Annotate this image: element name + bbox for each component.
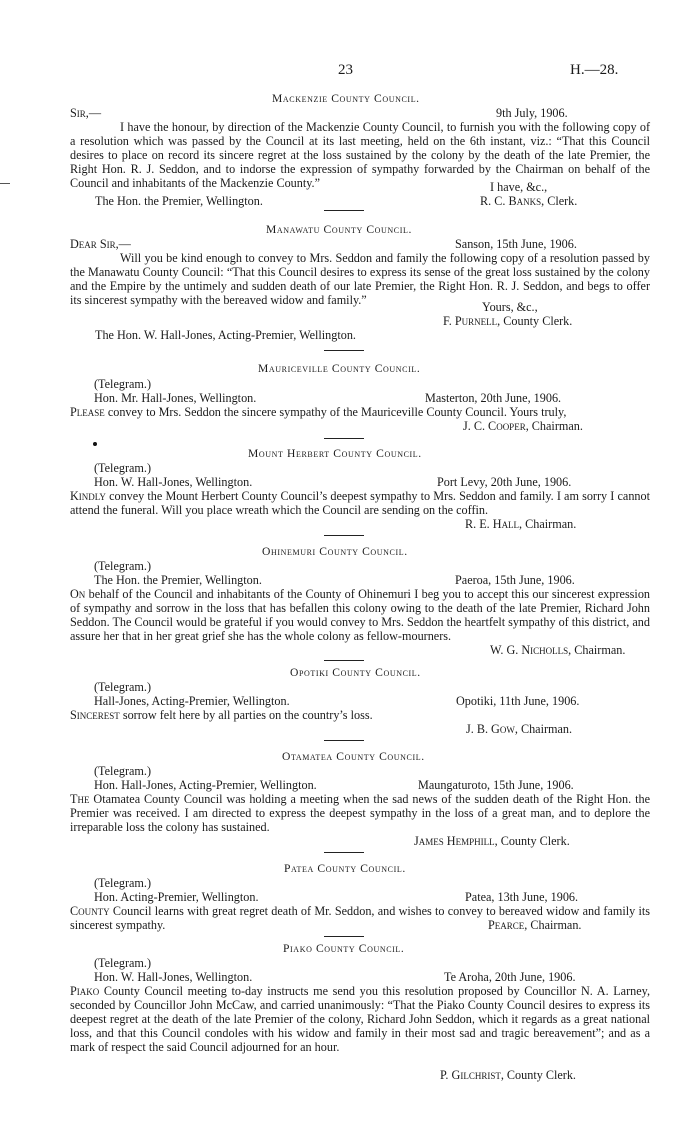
date-mauriceville: Masterton, 20th June, 1906. <box>425 391 562 405</box>
section-divider <box>324 438 364 439</box>
section-title-piako: Piako County Council. <box>283 942 405 955</box>
telegram-label: (Telegram.) <box>94 461 152 475</box>
body-mackenzie: I have the honour, by direction of the Mackenzie County Council, to furnish you with the following copy of a resolution which was passed by the Council at its last meeting, held on the 6th instant, viz.: “That this Council desires to place on record its sincere regret at the loss sustained by the colony by the death of the late Premier, the Right Hon. R. J. Seddon, and to indorse the expression of sympathy forwarded by the Chairman on behalf of the Council and inhabitants of the Mackenzie County.” <box>70 120 650 190</box>
report-reference: H.—28. <box>570 62 619 78</box>
date-ohinemuri: Paeroa, 15th June, 1906. <box>455 573 575 587</box>
section-title-mount-herbert: Mount Herbert County Council. <box>248 447 422 460</box>
body-mount-herbert <box>70 489 650 517</box>
date-manawatu: Sanson, 15th June, 1906. <box>455 237 577 251</box>
section-title-mackenzie: Mackenzie County Council. <box>272 92 420 105</box>
signature-mackenzie <box>480 194 577 208</box>
body-lead: County <box>70 904 110 918</box>
closing-manawatu: Yours, &c., <box>482 300 538 314</box>
addressee-mackenzie: The Hon. the Premier, Wellington. <box>95 194 263 208</box>
section-divider <box>324 660 364 661</box>
addressee-mount-herbert: Hon. W. Hall-Jones, Wellington. <box>94 475 253 489</box>
body-opotiki <box>70 708 373 722</box>
signature-title: Chairman. <box>525 517 577 531</box>
addressee-mauriceville: Hon. Mr. Hall-Jones, Wellington. <box>94 391 257 405</box>
signature-title: County Clerk. <box>506 1068 576 1082</box>
date-patea: Patea, 13th June, 1906. <box>465 890 579 904</box>
addressee-ohinemuri: The Hon. the Premier, Wellington. <box>94 573 262 587</box>
signature-mauriceville <box>463 419 583 433</box>
signature-title: Chairman. <box>520 722 573 736</box>
telegram-label: (Telegram.) <box>94 680 152 694</box>
body-lead: The <box>70 792 90 806</box>
signature-name: F. Purnell, <box>443 314 501 328</box>
signature-title: Chairman. <box>531 419 583 433</box>
signature-name: J. C. Cooper, <box>463 419 529 433</box>
section-title-patea: Patea County Council. <box>284 862 406 875</box>
signature-title: Clerk. <box>547 194 578 208</box>
addressee-otamatea: Hon. Hall-Jones, Acting-Premier, Wellington. <box>94 778 317 792</box>
telegram-label: (Telegram.) <box>94 559 152 573</box>
addressee-opotiki: Hall-Jones, Acting-Premier, Wellington. <box>94 694 290 708</box>
signature-piako <box>440 1068 576 1082</box>
margin-mark <box>0 183 10 184</box>
signature-title: Chairman. <box>574 643 626 657</box>
body-text: behalf of the Council and inhabitants of the County of Ohinemuri I beg you to accept this our sincerest expression of sympathy and sorrow in the loss that has befallen this colony owing to the death of the late Premier, Richard John Seddon. The Council would be grateful if you would convey to Mrs. Seddon the heartfelt sympathy of this district, and assure her that in her great grief she has the whole colony as fellow-mourners. <box>70 587 651 643</box>
signature-name: Pearce, <box>488 918 528 932</box>
section-title-opotiki: Opotiki County Council. <box>290 666 421 679</box>
signature-name: P. Gilchrist, <box>440 1068 504 1082</box>
signature-title: County Clerk. <box>500 834 570 848</box>
body-lead: Kindly <box>70 489 106 503</box>
body-ohinemuri <box>70 587 650 643</box>
addressee-patea: Hon. Acting-Premier, Wellington. <box>94 890 259 904</box>
section-title-ohinemuri: Ohinemuri County Council. <box>262 545 408 558</box>
date-opotiki: Opotiki, 11th June, 1906. <box>456 694 580 708</box>
signature-mount-herbert <box>465 517 576 531</box>
salutation-mackenzie: Sir,— <box>70 106 102 120</box>
body-manawatu: Will you be kind enough to convey to Mrs. Seddon and family the following copy of a resolution passed by the Manawatu County Council: “That this Council desires to express its sense of the great loss sustained by the colony and the Empire by the untimely and sudden death of our late Premier, the Right Hon. R. J. Seddon, and begs to offer its sincerest sympathy with the bereaved widow and family.” <box>70 251 650 307</box>
body-text: Otamatea County Council was holding a meeting when the sad news of the sudden death of the Right Hon. the Premier was received. I am directed to express the deepest sympathy in the loss of a great man, and to deplore the irreparable loss the colony has sustained. <box>70 792 650 834</box>
body-otamatea <box>70 792 650 834</box>
body-text: sorrow felt here by all parties on the country’s loss. <box>122 708 373 722</box>
date-mackenzie: 9th July, 1906. <box>496 106 568 120</box>
signature-ohinemuri <box>490 643 625 657</box>
signature-name: R. C. Banks, <box>480 194 545 208</box>
telegram-label: (Telegram.) <box>94 956 152 970</box>
signature-manawatu <box>443 314 572 328</box>
body-piako <box>70 984 650 1054</box>
section-divider <box>324 350 364 351</box>
closing-mackenzie: I have, &c., <box>490 180 548 194</box>
body-text: convey to Mrs. Seddon the sincere sympathy of the Mauriceville County Council. Yours truly, <box>107 405 567 419</box>
body-mauriceville <box>70 405 650 419</box>
salutation-manawatu: Dear Sir,— <box>70 237 131 251</box>
addressee-piako: Hon. W. Hall-Jones, Wellington. <box>94 970 253 984</box>
body-text: County Council meeting to-day instructs me send you this resolution proposed by Councillor N. A. Larney, seconded by Councillor John McCaw, and carried unanimously: “That the Piako County Council desires to express its deepest regret at the death of the late Premier of the colony, Richard John Seddon, which it regards as a great national loss, and that this Council condoles with his widow and family in their most sad and tragic bereavement”; and as a mark of respect the said Council adjourned for an hour. <box>70 984 651 1054</box>
body-lead: On <box>70 587 86 601</box>
date-piako: Te Aroha, 20th June, 1906. <box>444 970 576 984</box>
section-title-manawatu: Manawatu County Council. <box>266 223 412 236</box>
signature-name: James Hemphill, <box>414 834 498 848</box>
signature-opotiki <box>466 722 572 736</box>
page-number: 23 <box>338 62 353 78</box>
addressee-manawatu: The Hon. W. Hall-Jones, Acting-Premier, Wellington. <box>95 328 356 342</box>
body-lead: Please <box>70 405 105 419</box>
body-lead: Piako <box>70 984 100 998</box>
section-divider <box>324 210 364 211</box>
telegram-label: (Telegram.) <box>94 764 152 778</box>
body-text: Council learns with great regret death of Mr. Seddon, and wishes to convey to bereaved widow and family its sincerest sympathy. <box>70 904 651 932</box>
section-divider <box>324 740 364 741</box>
section-divider <box>324 936 364 937</box>
section-title-mauriceville: Mauriceville County Council. <box>258 362 421 375</box>
section-divider <box>324 852 364 853</box>
body-text: convey the Mount Herbert County Council’s deepest sympathy to Mrs. Seddon and family. I am sorry I cannot attend the funeral. Will you place wreath which the Council are sending on the coffin. <box>70 489 650 517</box>
signature-name: W. G. Nicholls, <box>490 643 572 657</box>
signature-name: J. B. Gow, <box>466 722 518 736</box>
signature-name: R. E. Hall, <box>465 517 523 531</box>
signature-otamatea <box>414 834 570 848</box>
signature-title: County Clerk. <box>503 314 573 328</box>
signature-title: Chairman. <box>530 918 582 932</box>
section-divider <box>324 535 364 536</box>
signature-patea <box>488 918 581 932</box>
telegram-label: (Telegram.) <box>94 876 152 890</box>
date-mount-herbert: Port Levy, 20th June, 1906. <box>437 475 572 489</box>
ink-spot <box>93 442 97 446</box>
body-lead: Sincerest <box>70 708 120 722</box>
date-otamatea: Maungaturoto, 15th June, 1906. <box>418 778 574 792</box>
section-title-otamatea: Otamatea County Council. <box>282 750 425 763</box>
telegram-label: (Telegram.) <box>94 377 152 391</box>
